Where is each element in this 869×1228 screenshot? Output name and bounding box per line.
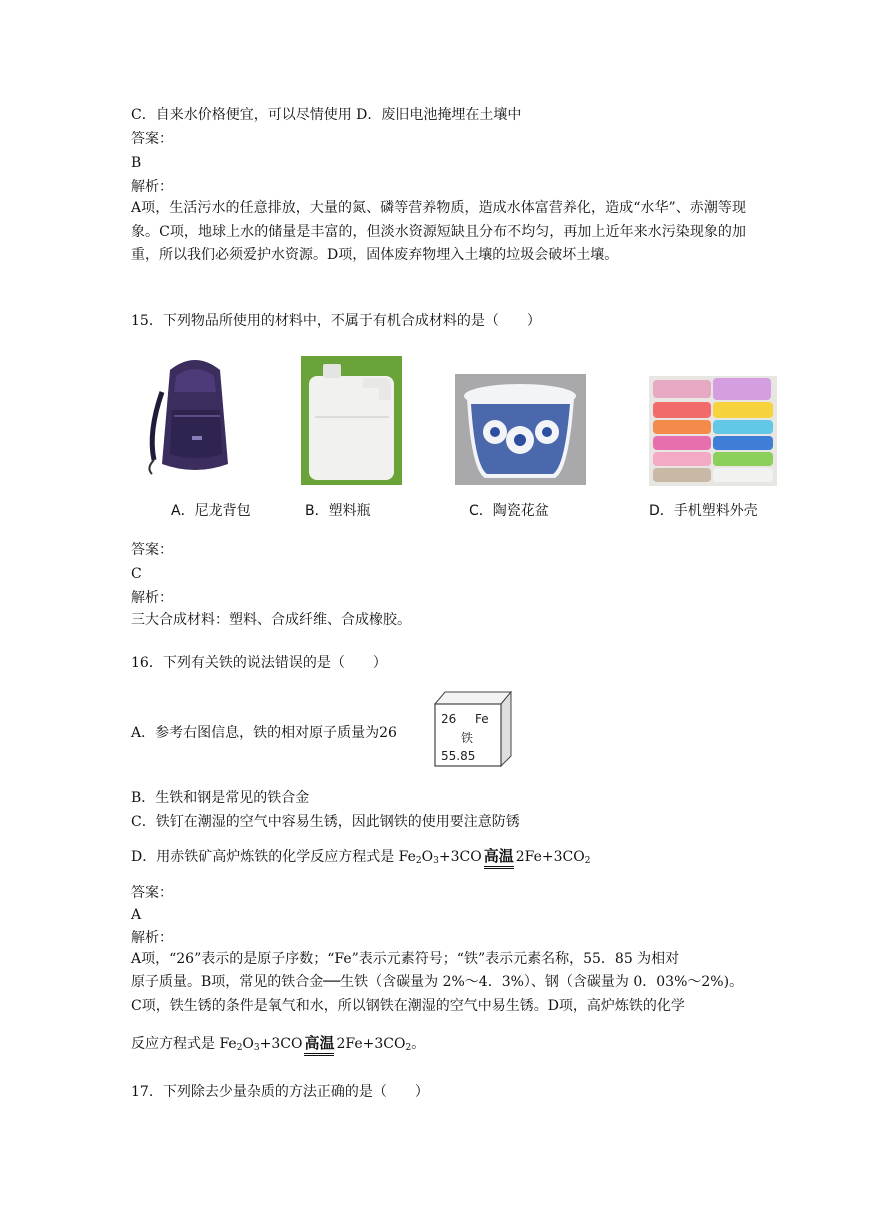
q16-analysis-line-2: 原子质量。B项，常见的铁合金──生铁（含碳量为 2%～4．3%）、钢（含碳量为 0．03%～2%)。 <box>131 974 744 990</box>
plastic-bottle-image <box>301 356 402 485</box>
q14-answer-label: 答案： <box>131 131 173 147</box>
element-mass: 55.85 <box>441 749 476 763</box>
q14-analysis: A项，生活污水的任意排放，大量的氮、磷等营养物质，造成水体富营养化，造成“水华”、赤潮等现象。C项，地球上水的储量是丰富的，但淡水资源短缺且分布不均匀，再加上近年来水污染现象的加重，所以我们必须爱护水资源。D项，固体废弃物埋入土壤的垃圾会破坏土壤。 <box>131 200 746 263</box>
iron-element-card <box>431 690 513 768</box>
phone-cases-image <box>649 376 777 486</box>
q16-analysis-label: 解析： <box>131 930 173 946</box>
element-symbol: Fe <box>475 712 489 726</box>
element-name: 铁 <box>461 731 474 745</box>
q16-option-c: C．铁钉在潮湿的空气中容易生锈，因此钢铁的使用要注意防锈 <box>131 814 520 830</box>
ceramic-pot-image <box>455 374 586 485</box>
element-number: 26 <box>441 712 457 726</box>
q16-option-b: B．生铁和钢是常见的铁合金 <box>131 790 310 806</box>
q16-stem: 16．下列有关铁的说法错误的是（ ） <box>131 655 387 671</box>
q15-answer-label: 答案： <box>131 542 173 558</box>
caption-d: D．手机塑料外壳 <box>649 503 758 519</box>
q16-answer: A <box>131 907 142 923</box>
q15-stem: 15．下列物品所使用的材料中，不属于有机合成材料的是（ ） <box>131 313 541 329</box>
q17-stem: 17．下列除去少量杂质的方法正确的是（ ） <box>131 1084 429 1100</box>
q15-answer: C <box>131 566 142 582</box>
caption-b: B．塑料瓶 <box>305 503 371 519</box>
caption-a: A．尼龙背包 <box>171 503 251 519</box>
q15-analysis: 三大合成材料：塑料、合成纤维、合成橡胶。 <box>131 612 411 628</box>
caption-c: C．陶瓷花盆 <box>469 503 549 519</box>
high-temp-condition: 高温 <box>483 847 514 865</box>
q15-analysis-label: 解析： <box>131 590 173 606</box>
q14-answer: B <box>131 155 142 171</box>
q16-answer-label: 答案： <box>131 885 173 901</box>
q16-analysis-line-3: C项，铁生锈的条件是氧气和水，所以钢铁在潮湿的空气中易生锈。D项，高炉炼铁的化学 <box>131 998 685 1014</box>
q16-option-d: D．用赤铁矿高炉炼铁的化学反应方程式是 $Fe_2O_3+3CO$ 高温 $2Fe+3CO_2$ <box>131 847 591 866</box>
high-temp-condition-2: 高温 <box>304 1034 335 1052</box>
q14-analysis-label: 解析： <box>131 179 173 195</box>
q16-analysis-line-4: 反应方程式是 $Fe_2O_3+3CO$ 高温 $2Fe+3CO_2$。 <box>131 1034 426 1053</box>
q16-analysis-line-1: A项，“26”表示的是原子序数；“Fe”表示元素符号；“铁”表示元素名称，55．85 为相对 <box>131 951 680 967</box>
q14-options-cd: C．自来水价格便宜，可以尽情使用 D．废旧电池掩埋在土壤中 <box>131 107 522 123</box>
backpack-image <box>140 352 250 482</box>
q16-option-a: A．参考右图信息，铁的相对原子质量为26 <box>131 725 397 741</box>
